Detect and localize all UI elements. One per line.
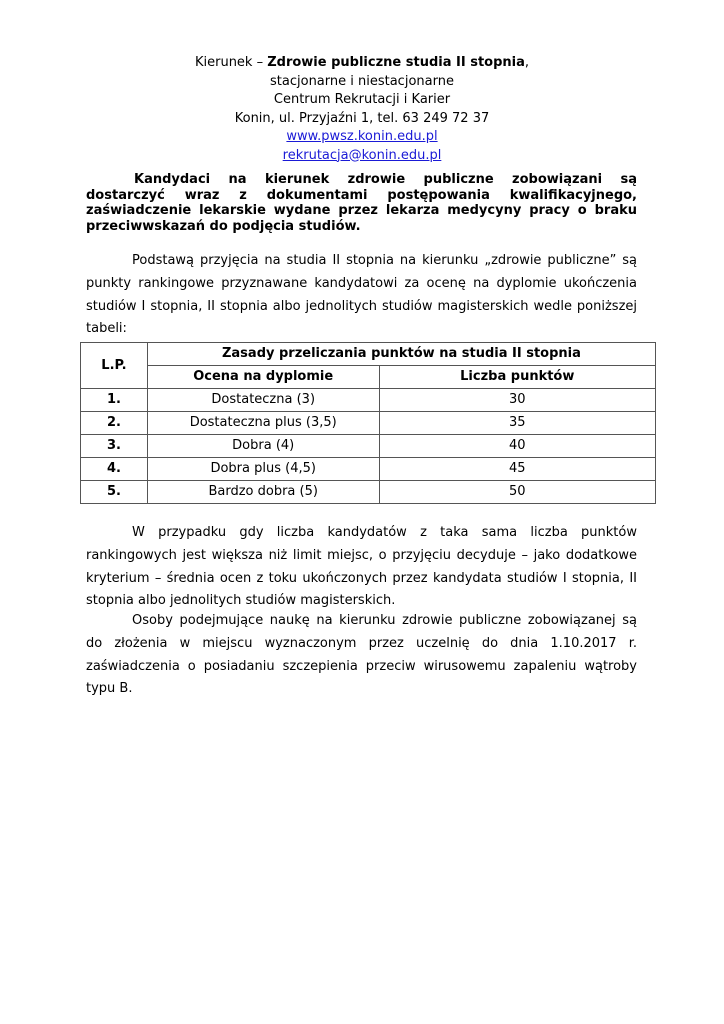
row-lp: 5. — [81, 481, 148, 504]
tiebreak-paragraph: W przypadku gdy liczba kandydatów z taka sama liczba punktów rankingowych jest większa niż limit miejsc, o przyjęciu decyduje – jako dodatkowe kryterium – średnia ocen z toku ukończonych przez kandydata studiów I stopnia, II stopnia albo jednolitych studiów magisterskich. — [86, 525, 637, 609]
table-title: Zasady przeliczania punktów na studia II stopnia — [147, 343, 655, 366]
program-prefix: Kierunek – — [194, 55, 268, 70]
address-line: Konin, ul. Przyjaźni 1, tel. 63 249 72 37 — [234, 110, 490, 126]
lp-header: L.P. — [81, 343, 148, 389]
row-lp: 4. — [81, 458, 148, 481]
row-points: 45 — [379, 458, 655, 481]
points-column-header: Liczba punktów — [379, 366, 655, 389]
row-points: 40 — [379, 435, 655, 458]
row-lp: 3. — [81, 435, 148, 458]
row-grade: Dostateczna (3) — [147, 389, 379, 412]
website-link[interactable]: www.pwsz.konin.edu.pl — [286, 129, 438, 144]
table-row — [81, 389, 656, 412]
program-line — [0, 54, 724, 73]
email-link[interactable]: rekrutacja@konin.edu.pl — [282, 147, 442, 163]
row-grade: Dobra plus (4,5) — [147, 458, 379, 481]
row-grade: Dostateczna plus (3,5) — [147, 412, 379, 435]
vaccination-paragraph: Osoby podejmujące naukę na kierunku zdrowie publiczne zobowiązanej są do złożenia w miejscu wyznaczonym przez uczelnię do dnia 1.10.2017 r. zaświadczenia o posiadaniu szczepienia przeciw wirusowemu zapaleniu wątroby typu B. — [86, 613, 637, 697]
program-suffix: , — [524, 55, 530, 70]
table-row — [81, 412, 656, 435]
department-name: Centrum Rekrutacji i Karier — [273, 92, 451, 107]
row-grade: Bardzo dobra (5) — [147, 481, 379, 504]
row-points: 35 — [379, 412, 655, 435]
intro-paragraph: Podstawą przyjęcia na studia II stopnia na kierunku „zdrowie publiczne” są punkty rankingowe przyznawane kandydatowi za ocenę na dyplomie ukończenia studiów I stopnia, II stopnia albo jednolitych studiów magisterskich wedle poniższej tabeli: — [86, 253, 637, 337]
medical-certificate-notice: Kandydaci na kierunek zdrowie publiczne zobowiązani są dostarczyć wraz z dokumentami postępowania kwalifikacyjnego, zaświadczenie lekarskie wydane przez lekarza medycyny pracy o braku przeciwwskazań do podjęcia studiów. — [86, 172, 637, 234]
grade-column-header: Ocena na dyplomie — [147, 366, 379, 389]
row-points: 50 — [379, 481, 655, 504]
row-points: 30 — [379, 389, 655, 412]
row-lp: 2. — [81, 412, 148, 435]
row-lp: 1. — [81, 389, 148, 412]
row-grade: Dobra (4) — [147, 435, 379, 458]
points-table — [80, 342, 656, 504]
document-header — [0, 54, 724, 165]
study-mode: stacjonarne i niestacjonarne — [270, 73, 454, 89]
table-row — [81, 481, 656, 504]
program-name: Zdrowie publiczne studia II stopnia — [267, 55, 525, 70]
table-row — [81, 458, 656, 481]
table-row — [81, 435, 656, 458]
